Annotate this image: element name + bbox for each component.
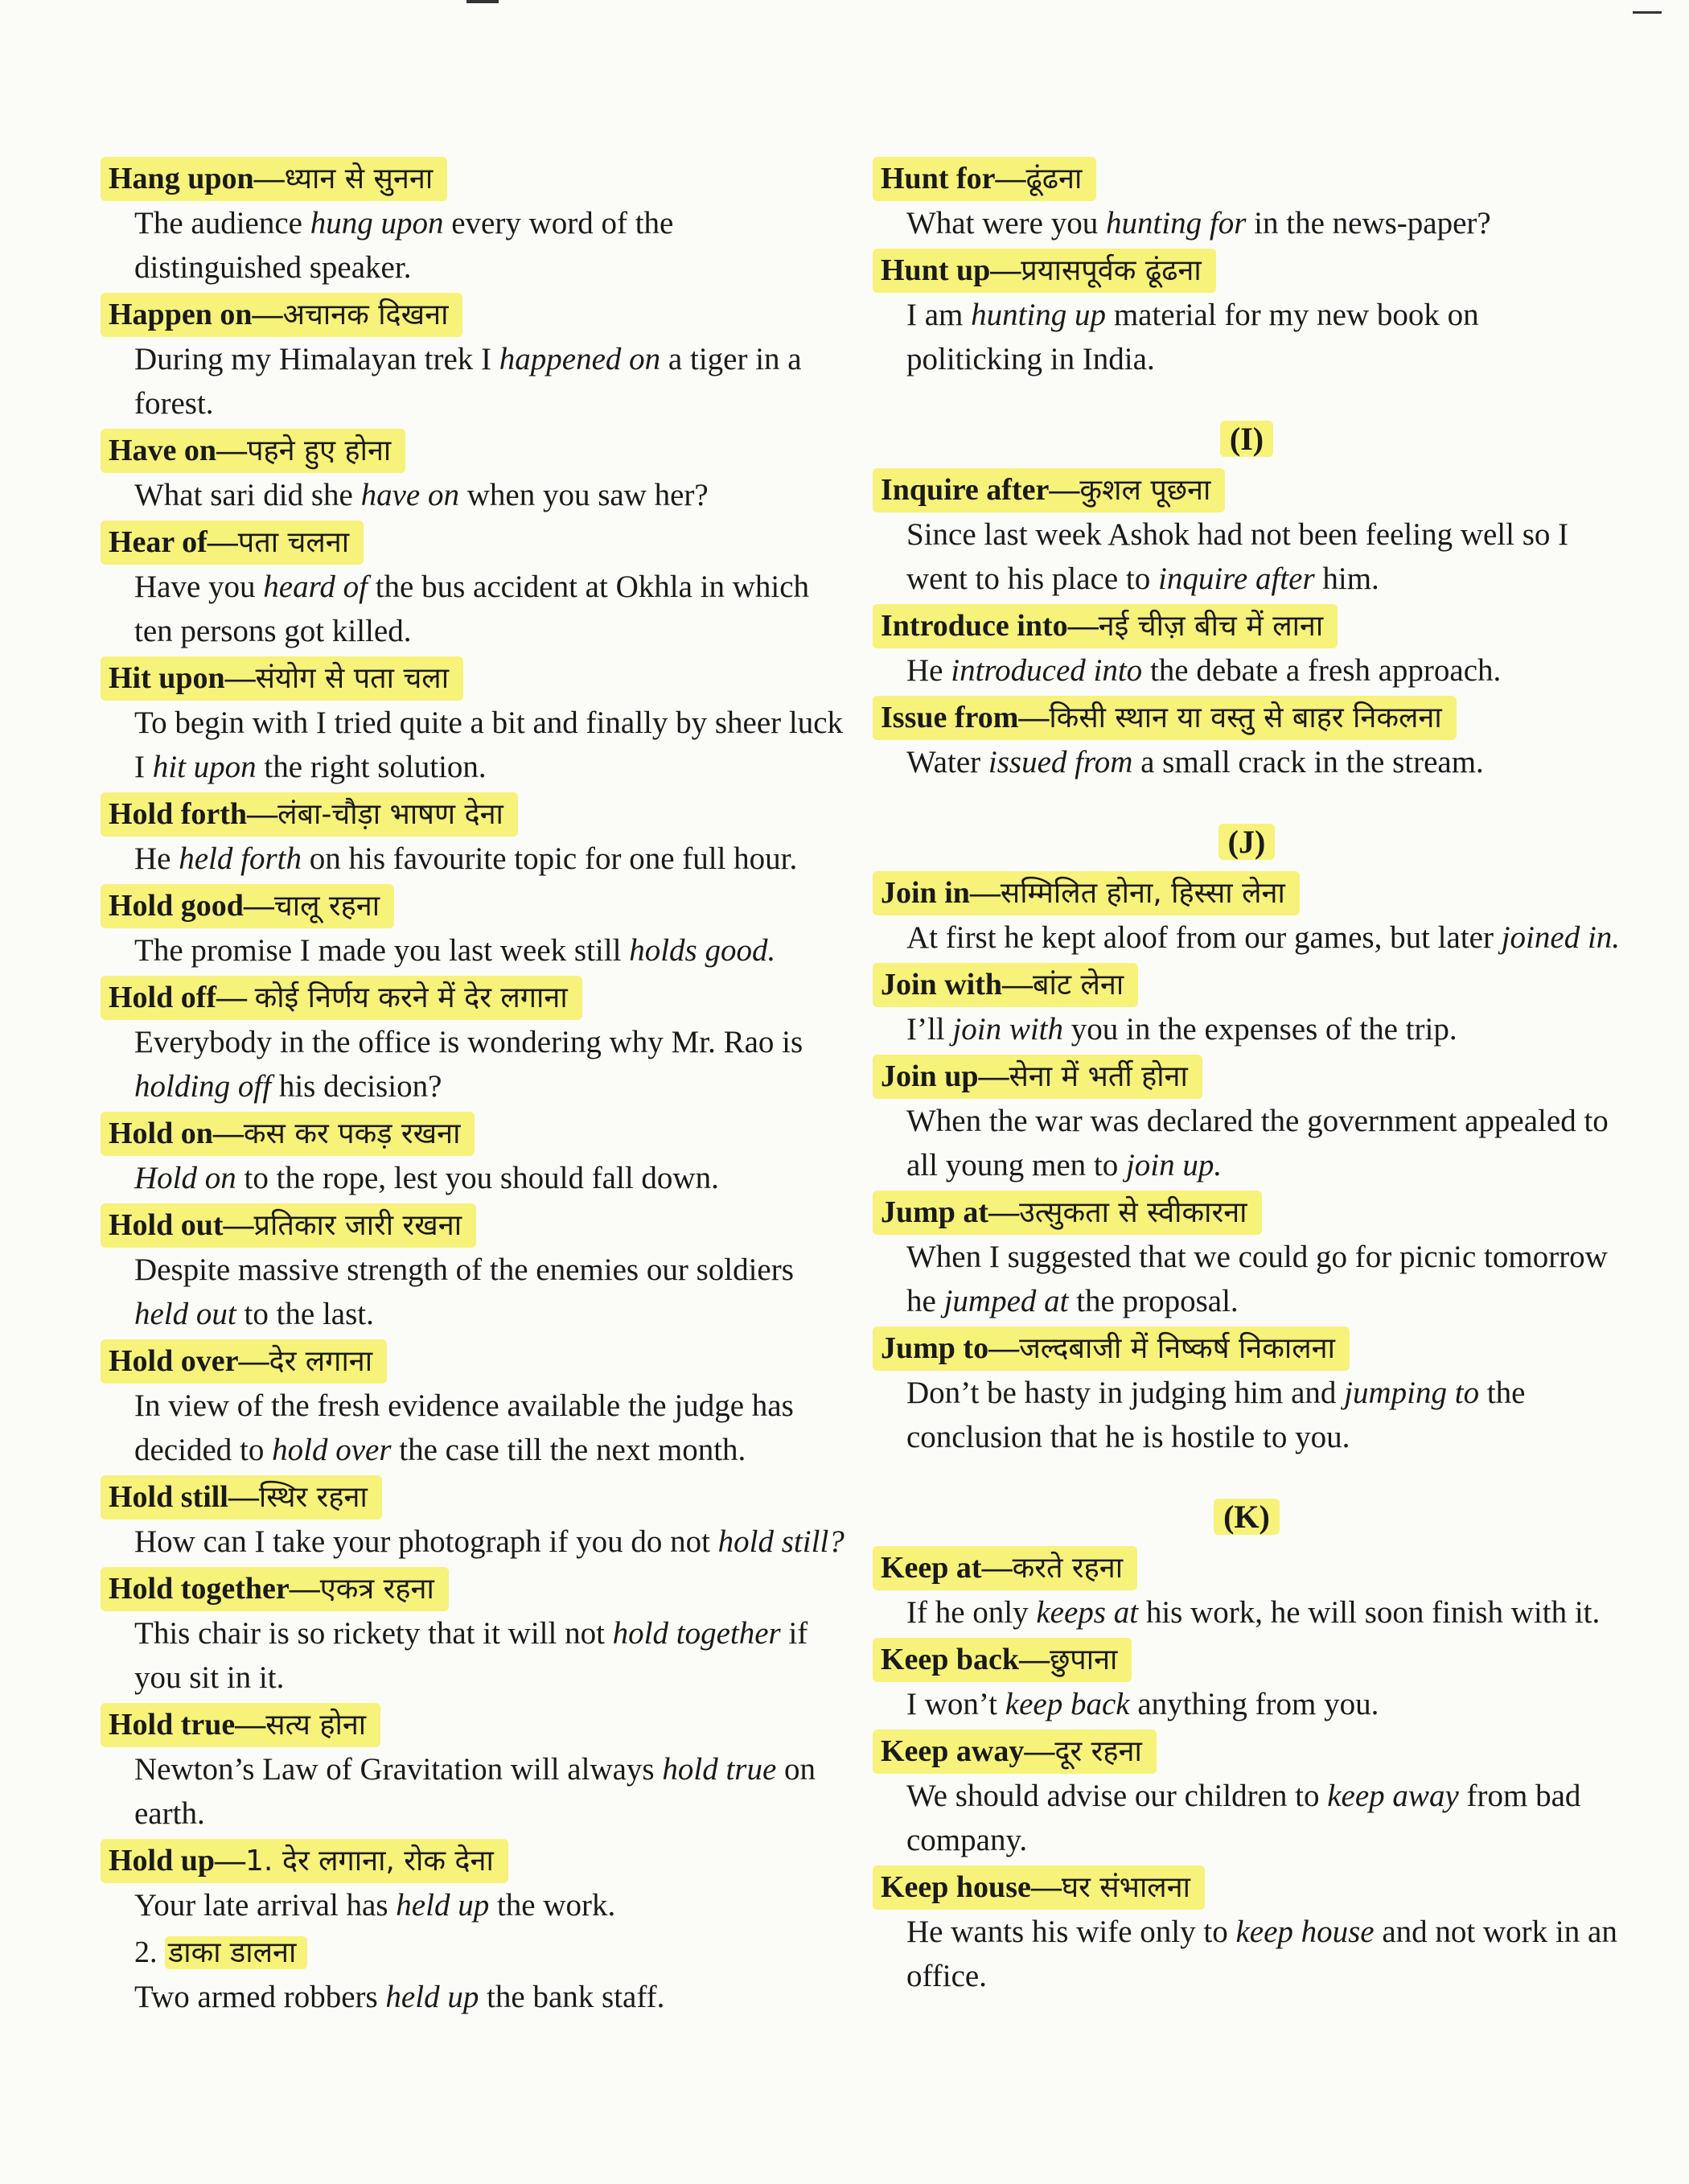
example-text: in the news-paper?	[1246, 206, 1491, 241]
section-letter-label: (J)	[1218, 824, 1276, 860]
example-sentence	[906, 648, 1621, 693]
idiom-meaning: लंबा-चौड़ा भाषण देना	[277, 798, 503, 831]
idiom-meaning: घर संभालना	[1061, 1871, 1190, 1904]
example-text: you in the expenses of the trip.	[1063, 1012, 1457, 1047]
idiom-heading	[873, 696, 1457, 740]
example-sentence	[906, 1590, 1621, 1635]
example-sentence	[906, 740, 1621, 784]
example-sentence	[906, 1099, 1621, 1187]
idiom-entry	[873, 1055, 1621, 1187]
example-phrase: have on	[360, 478, 459, 512]
idiom-entry	[873, 1730, 1621, 1862]
example-text: What were you	[906, 206, 1106, 241]
example-phrase: heard of	[263, 570, 368, 604]
idiom-entry	[101, 976, 849, 1108]
idiom-term: Join with—	[881, 968, 1033, 1002]
example-text: When I suggested that we could go for picnic tomorrow he	[906, 1240, 1608, 1318]
idiom-meaning: पहने हुए होना	[247, 434, 392, 467]
example-text: when you saw her?	[458, 478, 709, 512]
example-phrase: hold over	[272, 1433, 392, 1467]
example-sentence	[134, 473, 849, 517]
idiom-entry	[873, 871, 1621, 960]
idiom-heading	[873, 1546, 1137, 1590]
idiom-meaning: बांट लेना	[1032, 969, 1124, 1002]
idiom-term: Hold still—	[109, 1480, 259, 1514]
idiom-entry	[101, 429, 849, 517]
example-text: the bus accident at Okhla in which ten persons got killed.	[134, 570, 810, 648]
example-phrase: hunting for	[1105, 206, 1247, 241]
example-phrase: inquire after	[1158, 561, 1315, 596]
idiom-term: Keep at—	[881, 1551, 1013, 1585]
idiom-heading	[101, 1339, 387, 1384]
scan-mark	[466, 0, 499, 3]
example-sentence	[134, 1975, 849, 2019]
example-sentence	[134, 565, 849, 653]
idiom-heading	[873, 1638, 1132, 1682]
example-text: I’ll	[906, 1012, 953, 1047]
idiom-heading	[101, 1839, 508, 1883]
example-sentence	[906, 512, 1621, 601]
idiom-meaning: नई चीज़ बीच में लाना	[1098, 610, 1324, 643]
idiom-heading	[101, 429, 405, 473]
idiom-entry	[873, 1191, 1621, 1323]
example-text: In view of the fresh evidence available the judge has decided to	[134, 1388, 794, 1467]
example-phrase: join with	[952, 1012, 1064, 1047]
example-text: He	[134, 841, 179, 876]
example-text: Everybody in the office is wondering why Mr. Rao is	[134, 1025, 803, 1059]
idiom-meaning: देर लगाना	[269, 1345, 373, 1378]
example-phrase: happened on	[499, 342, 661, 376]
idiom-meaning: अचानक दिखना	[282, 298, 449, 331]
idiom-meaning: कस कर पकड़ रखना	[243, 1117, 461, 1150]
scan-mark	[1633, 11, 1662, 14]
example-text: To begin with I tried quite a bit and finally by sheer luck I	[134, 705, 844, 784]
example-phrase: keeps at	[1036, 1595, 1139, 1630]
idiom-term: Have on—	[109, 434, 248, 467]
example-text: How can I take your photograph if you do not	[134, 1524, 718, 1559]
example-phrase: hunting up	[971, 298, 1107, 332]
idiom-entry	[101, 792, 849, 881]
example-text: Don’t be hasty in judging him and	[906, 1376, 1345, 1410]
idiom-term: Keep house—	[881, 1870, 1062, 1904]
example-text: if you sit in it.	[134, 1616, 808, 1695]
idiom-term: Join up—	[881, 1059, 1009, 1093]
idiom-entry	[101, 1112, 849, 1200]
example-text: We should advise our children to	[906, 1779, 1328, 1813]
idiom-entry	[873, 1326, 1621, 1459]
example-text: a small crack in the stream.	[1132, 745, 1484, 779]
example-text: the work.	[489, 1888, 616, 1923]
example-text: to the rope, lest you should fall down.	[236, 1161, 719, 1195]
idiom-heading	[873, 157, 1096, 201]
idiom-term: Happen on—	[109, 298, 283, 331]
example-sentence	[134, 1520, 849, 1564]
example-text: Your late arrival has	[134, 1888, 397, 1923]
example-text: If he only	[906, 1595, 1037, 1630]
idiom-entry	[101, 1475, 849, 1564]
idiom-meaning: करते रहना	[1012, 1552, 1124, 1585]
idiom-meaning: कोई निर्णय करने में देर लगाना	[254, 981, 568, 1014]
section-letter-label: (K)	[1214, 1499, 1280, 1535]
example-sentence	[134, 337, 849, 426]
idiom-entry	[101, 1567, 849, 1700]
example-text: a tiger in a forest.	[134, 342, 802, 421]
idiom-term: Hold forth—	[109, 797, 278, 831]
example-phrase: holds good.	[629, 933, 776, 968]
idiom-heading	[873, 871, 1300, 915]
idiom-heading	[101, 792, 518, 837]
idiom-term: Inquire after—	[881, 473, 1080, 507]
idiom-entry	[873, 1865, 1621, 1998]
section-letter	[873, 1495, 1621, 1540]
idiom-entry	[873, 604, 1621, 693]
example-text: the case till the next month.	[391, 1433, 746, 1467]
example-phrase: jumped at	[943, 1284, 1069, 1318]
idiom-meaning: जल्दबाजी में निष्कर्ष निकालना	[1019, 1332, 1335, 1365]
example-phrase: issued from	[988, 745, 1133, 779]
example-text: material for my new book on politicking in India.	[906, 298, 1479, 376]
section-letter-label: (I)	[1220, 421, 1273, 457]
example-text: I won’t	[906, 1687, 1005, 1721]
idiom-term: Hold together—	[109, 1572, 320, 1606]
example-sentence	[906, 201, 1621, 245]
idiom-heading	[873, 468, 1225, 512]
idiom-term: Join in—	[881, 876, 1001, 910]
idiom-entry	[101, 157, 849, 290]
example-phrase: hold together	[612, 1616, 781, 1651]
sub-number: 2.	[134, 1935, 158, 1969]
example-sentence	[134, 928, 849, 973]
idiom-meaning: पता चलना	[237, 526, 350, 559]
idiom-entry	[873, 157, 1621, 245]
example-text: Have you	[134, 570, 264, 604]
example-text: I am	[906, 298, 972, 332]
idiom-meaning: सत्य होना	[265, 1709, 367, 1742]
example-sentence	[906, 293, 1621, 381]
idiom-entry	[101, 1203, 849, 1336]
example-text: Despite massive strength of the enemies our soldiers	[134, 1252, 794, 1287]
idiom-meaning: चालू रहना	[273, 890, 380, 923]
example-phrase: jumping to	[1344, 1376, 1480, 1410]
idiom-meaning: प्रतिकार जारी रखना	[253, 1209, 462, 1242]
example-sentence	[906, 1774, 1621, 1862]
example-phrase: join up.	[1125, 1148, 1223, 1182]
example-sentence	[134, 1384, 849, 1472]
example-phrase: held up	[396, 1888, 490, 1923]
example-sentence	[134, 201, 849, 290]
example-text: Since last week Ashok had not been feeling well so I went to his place to	[906, 517, 1569, 596]
idiom-meaning: ध्यान से सुनना	[284, 162, 434, 195]
example-text: The promise I made you last week still	[134, 933, 630, 968]
idiom-heading	[101, 884, 394, 928]
example-text: on his favourite topic for one full hour.	[301, 841, 798, 876]
idiom-entry	[873, 963, 1621, 1051]
example-text: This chair is so rickety that it will not	[134, 1616, 613, 1651]
example-sentence	[134, 1747, 849, 1836]
example-sentence	[134, 837, 849, 881]
example-phrase: holding off	[134, 1069, 272, 1104]
idiom-heading	[101, 1567, 449, 1611]
example-phrase: hold still?	[717, 1524, 844, 1559]
idiom-meaning: दूर रहना	[1054, 1735, 1142, 1768]
example-text: his work, he will soon finish with it.	[1138, 1595, 1601, 1630]
idiom-heading	[873, 604, 1338, 648]
example-text: At first he kept aloof from our games, but later	[906, 920, 1502, 955]
example-text: his decision?	[271, 1069, 442, 1104]
example-phrase: hold true	[662, 1752, 777, 1787]
idiom-entry	[101, 1339, 849, 1472]
idiom-heading	[101, 520, 364, 565]
idiom-entry	[873, 1638, 1621, 1726]
idiom-entry	[101, 884, 849, 973]
idiom-meaning: किसी स्थान या वस्तु से बाहर निकलना	[1049, 701, 1442, 734]
idiom-sub-meaning	[134, 1931, 307, 1975]
idiom-heading	[873, 1865, 1205, 1910]
idiom-term: Hit upon—	[109, 661, 256, 695]
idiom-heading	[101, 1703, 380, 1747]
example-text: During my Himalayan trek I	[134, 342, 499, 376]
idiom-meaning: ढूंढना	[1025, 162, 1083, 195]
example-text: him.	[1314, 561, 1379, 596]
section-letter	[873, 417, 1621, 462]
example-text: He	[906, 653, 951, 688]
idiom-term: Hunt for—	[881, 162, 1026, 195]
idiom-meaning: सम्मिलित होना, हिस्सा लेना	[1000, 877, 1285, 910]
idiom-meaning: कुशल पूछना	[1079, 474, 1211, 507]
idiom-term: Hold on—	[109, 1117, 244, 1150]
idiom-heading	[101, 976, 582, 1020]
idiom-term: Introduce into—	[881, 609, 1099, 643]
example-sentence	[134, 1611, 849, 1700]
idiom-heading	[101, 293, 462, 337]
idiom-entry	[101, 520, 849, 653]
example-phrase: joined in.	[1501, 920, 1621, 955]
idiom-term: Hold out—	[109, 1208, 254, 1242]
idiom-meaning: स्थिर रहना	[258, 1481, 368, 1514]
example-text: the proposal.	[1068, 1284, 1239, 1318]
example-text: The audience	[134, 206, 310, 241]
example-sentence	[134, 1248, 849, 1336]
idiom-term: Hold true—	[109, 1708, 266, 1742]
example-sentence	[906, 1007, 1621, 1051]
example-sentence	[906, 915, 1621, 960]
example-sentence	[134, 1883, 849, 1927]
idiom-heading	[101, 1203, 476, 1248]
idiom-heading	[101, 1475, 382, 1520]
idiom-term: Hold over—	[109, 1344, 269, 1378]
idiom-heading	[873, 1730, 1157, 1774]
left-column	[101, 157, 849, 2022]
idiom-heading	[873, 1191, 1262, 1235]
idiom-heading	[873, 1326, 1350, 1371]
example-text: What sari did she	[134, 478, 361, 512]
section-letter	[873, 820, 1621, 865]
example-phrase: keep house	[1235, 1915, 1375, 1949]
idiom-heading	[101, 656, 463, 701]
idiom-entry	[873, 1546, 1621, 1635]
idiom-meaning: सेना में भर्ती होना	[1009, 1060, 1188, 1093]
idiom-term: Keep away—	[881, 1734, 1055, 1768]
example-sentence	[906, 1371, 1621, 1459]
example-text: anything from you.	[1129, 1687, 1379, 1721]
idiom-meaning: उत्सुकता से स्वीकारना	[1019, 1196, 1247, 1229]
example-sentence	[134, 701, 849, 789]
idiom-meaning: एकत्र रहना	[319, 1573, 434, 1606]
example-phrase: keep away	[1327, 1779, 1459, 1813]
example-sentence	[906, 1682, 1621, 1726]
idiom-heading	[101, 1112, 475, 1156]
idiom-term: Jump at—	[881, 1195, 1020, 1229]
example-phrase: introduced into	[951, 653, 1143, 688]
example-text: Two armed robbers	[134, 1980, 386, 2014]
idiom-meaning: छुपाना	[1050, 1643, 1118, 1676]
example-phrase: hit upon	[152, 750, 257, 784]
idiom-heading	[873, 963, 1138, 1007]
example-text: the right solution.	[256, 750, 487, 784]
idiom-entry	[873, 249, 1621, 381]
example-phrase: held forth	[179, 841, 302, 876]
example-text: every word of the distinguished speaker.	[134, 206, 674, 285]
example-text: the conclusion that he is hostile to you.	[906, 1376, 1526, 1454]
example-text: to the last.	[236, 1297, 374, 1331]
example-sentence	[134, 1156, 849, 1200]
idiom-entry	[873, 468, 1621, 601]
example-sentence	[134, 1020, 849, 1108]
example-phrase: keep back	[1005, 1687, 1130, 1721]
idiom-entry	[101, 1703, 849, 1836]
idiom-term: Hunt up—	[881, 253, 1021, 287]
idiom-meaning: संयोग से पता चला	[255, 662, 450, 695]
idiom-heading	[873, 1055, 1202, 1099]
example-sentence	[906, 1235, 1621, 1323]
idiom-term: Hold up—	[109, 1844, 246, 1878]
idiom-term: Jump to—	[881, 1331, 1020, 1365]
example-text: When the war was declared the government appealed to all young men to	[906, 1104, 1609, 1182]
right-column	[873, 157, 1621, 2001]
idiom-heading	[101, 157, 447, 201]
idiom-term: Keep back—	[881, 1643, 1050, 1676]
idiom-meaning: प्रयासपूर्वक ढूंढना	[1021, 254, 1202, 287]
idiom-term: Hold good—	[109, 889, 274, 923]
example-text: the debate a fresh approach.	[1142, 653, 1502, 688]
example-phrase: hung upon	[310, 206, 444, 241]
example-phrase: held up	[385, 1980, 479, 2014]
example-text: He wants his wife only to	[906, 1915, 1236, 1949]
idiom-term: Hear of—	[109, 525, 238, 559]
idiom-entry	[873, 696, 1621, 784]
idiom-meaning: 1. देर लगाना, रोक देना	[245, 1845, 494, 1878]
idiom-term: Issue from—	[881, 701, 1050, 734]
idiom-entry	[101, 293, 849, 426]
example-phrase: Hold on	[134, 1161, 236, 1195]
sub-meaning-hindi: डाका डालना	[165, 1936, 307, 1969]
example-text: from bad company.	[906, 1779, 1581, 1857]
example-phrase: held out	[134, 1297, 236, 1331]
example-text: Newton’s Law of Gravitation will always	[134, 1752, 663, 1787]
example-text: on earth.	[134, 1752, 816, 1831]
idiom-term: Hang upon—	[109, 162, 285, 195]
idiom-term: Hold off—	[109, 981, 255, 1014]
example-text: and not work in an office.	[906, 1915, 1617, 1993]
example-sentence	[906, 1910, 1621, 1998]
idiom-entry	[101, 656, 849, 789]
example-text: the bank staff.	[479, 1980, 665, 2014]
example-text: Water	[906, 745, 988, 779]
idiom-heading	[873, 249, 1216, 293]
idiom-entry	[101, 1839, 849, 2019]
